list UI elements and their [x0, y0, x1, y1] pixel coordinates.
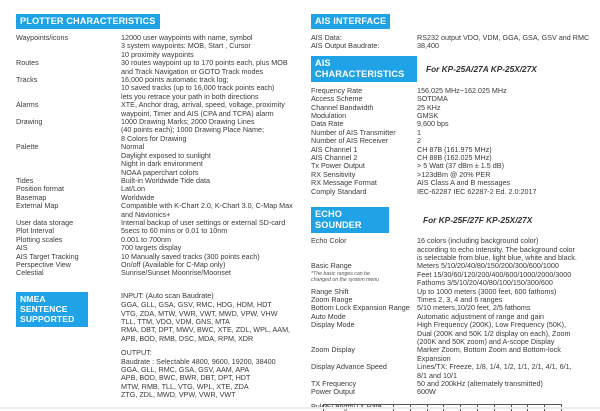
spec-value: AIS Class A and B messages: [417, 178, 511, 188]
spec-value-line: waypoint, Timer and AIS (CPA and TCPA) alarm: [121, 108, 274, 118]
text-line: 16 colors (including background color): [417, 236, 539, 246]
spec-value: [121, 118, 300, 143]
plotter-spec-list: [16, 34, 300, 278]
nmea-section-title: [16, 292, 88, 327]
nmea-sentences: [121, 292, 300, 400]
spec-value-line: 12000 user waypoints with name, symbol: [121, 33, 253, 42]
text-line: Fathoms 3/5/10/20/40/80/100/150/300/600: [417, 278, 553, 288]
text-line: Baudrate : Selectable 4800, 9600, 19200, 38400: [121, 356, 276, 366]
spec-value-line: Up to 1000 meters (3000 feet, 600 fathoms): [417, 286, 557, 296]
spec-value: [417, 380, 600, 388]
text-line: Meters 5/10/20/40/80/150/200/300/600/1000: [417, 261, 559, 271]
spec-label: Auto Mode: [311, 311, 346, 321]
spec-value-line: 600W: [417, 387, 436, 397]
spec-value: 25 KHz: [417, 102, 441, 112]
text-line: is selectable from blue, light blue, white and black.: [417, 252, 577, 262]
spec-value-line: Lat/Lon: [121, 184, 145, 194]
spec-value: [417, 321, 600, 346]
spec-label: Display Mode: [311, 320, 355, 330]
spec-value-line: 5secs to 60 mins or 0.01 to 10nm: [121, 226, 228, 236]
spec-value: RS232 output VDO, VDM, GGA, GSA, GSV and RMC: [417, 33, 590, 42]
spec-value-line: 5/10 meters,10/20 feet, 2/5 fathoms: [417, 303, 531, 313]
spec-value: [121, 143, 300, 177]
basic-range-row: [311, 262, 600, 287]
echo-sounder-list: [311, 288, 600, 397]
text-line: APB, BOD, BWC, BWR, DBT, DPT, HDT: [121, 373, 251, 383]
spec-value-line: Lines/TX: Freeze, 1/8, 1/4, 1/2, 1/1, 2/1, 4/1, 6/1,: [417, 362, 572, 372]
spec-value-line: 8 Colors for Drawing: [121, 133, 187, 143]
ais-characteristics-list: [311, 87, 600, 196]
spec-label: RX Message Format: [311, 178, 377, 188]
spec-value: [121, 34, 300, 59]
spec-label: Waypoints/icons: [16, 33, 69, 42]
spec-value: CH 87B (161.975 MHz): [417, 144, 492, 154]
spec-row: [311, 112, 600, 120]
spec-label: Plot Interval: [16, 226, 54, 236]
ais-characteristics-header: [311, 56, 600, 82]
spec-value: [121, 76, 300, 101]
spec-value-line: Worldwide: [121, 192, 155, 202]
nmea-title-line1: NMEA SENTENCE: [20, 293, 68, 314]
text-line: VTG, ZDA, MTW, VWR, VWT, MWD, VPW, VHW: [121, 308, 278, 318]
spec-label: AIS Output Baudrate:: [311, 41, 380, 51]
spec-value: [417, 237, 600, 262]
spec-value-line: and Navionics+: [121, 209, 171, 219]
spec-label: Tx Power Output: [311, 161, 365, 171]
spec-label: Basemap: [16, 192, 47, 202]
spec-row: [16, 118, 300, 143]
nmea-title-line2: SUPPORTED: [20, 313, 75, 324]
spec-row: [311, 388, 600, 396]
spec-value-line: 50 and 200kHz (alternately transmitted): [417, 379, 543, 388]
text-line: MTW, RMB, TLL, VTG, WPL, XTE, ZDA: [121, 381, 249, 391]
text-line: APB, BOD, RMB, DSC, MDA, RPM, XDR: [121, 333, 254, 343]
spec-value-line: 3 system waypoints: MOB, Start , Cursor: [121, 41, 251, 51]
spec-label: AIS Channel 2: [311, 153, 358, 163]
spec-value-line: Dual (200K and 50K 1/2 display on each), Zoom: [417, 328, 571, 338]
spec-value: [121, 202, 300, 219]
ais-interface-title: AIS INTERFACE: [311, 14, 390, 29]
spec-value: 156.025 MHz~162.025 MHz: [417, 85, 507, 95]
spec-label: Bottom Lock Expansion Range: [311, 303, 410, 313]
nmea-output-title: OUTPUT:: [121, 348, 152, 358]
spec-value: GMSK: [417, 111, 439, 121]
spec-label: User data storage: [16, 217, 74, 227]
spec-row: [16, 202, 300, 219]
spec-label: Basic Range: [311, 261, 352, 271]
spec-value: [417, 262, 600, 287]
spec-label: Data Rate: [311, 119, 344, 129]
spec-value-line: Internal backup of user settings or external SD-card: [121, 217, 286, 227]
right-column: [311, 0, 600, 411]
spec-value-line: 10 proximity waypoints: [121, 49, 194, 59]
echo-color-row: [311, 237, 600, 262]
spec-label: Comply Standard: [311, 186, 367, 196]
basic-range-note: *The basic ranges can be changed on the system menu: [311, 270, 380, 284]
spec-value: [121, 59, 300, 76]
spec-value: SOTDMA: [417, 94, 448, 104]
spec-value: [417, 388, 600, 396]
text-line: RMA, DBT, DPT, MWV, BWC, XTE, ZDL, WPL, AAM,: [121, 325, 291, 335]
spec-row: [311, 363, 600, 380]
left-column: [16, 0, 300, 400]
spec-label: Modulation: [311, 111, 347, 121]
spec-value-line: 30 routes waypoint up to 170 points each, plus MOB: [121, 58, 288, 68]
nmea-input-list: [121, 301, 300, 343]
spec-value: 2: [417, 136, 421, 146]
spec-value-line: Automatic adjustment of range and gain: [417, 311, 545, 321]
nmea-output-list: [121, 358, 300, 400]
spec-value-line: 1000 Drawing Marks; 2000 Drawing Lines: [121, 117, 255, 127]
spec-value-line: 700 targets display: [121, 243, 182, 253]
spec-label: Perspective View: [16, 259, 71, 269]
spec-value: 9,600 bps: [417, 119, 449, 129]
spec-row: [311, 188, 600, 196]
spec-value-line: 10 Manually saved tracks (300 points each): [121, 251, 260, 261]
spec-value-line: High Frequency (200K), Low Frequency (50K),: [417, 320, 567, 330]
spec-label: Plotting scales: [16, 234, 63, 244]
nmea-input-title: INPUT: (Auto scan Baudrate): [121, 290, 214, 300]
spec-value: >123dBm @ 20% PER: [417, 169, 491, 179]
text-line: GGA, GLL, GSA, GSV, RMC, HDG, HDM, HDT: [121, 300, 272, 310]
plotter-section-title: PLOTTER CHARACTERISTICS: [16, 14, 160, 29]
spec-label: Drawing: [16, 117, 43, 127]
spec-label: Zoom Range: [311, 294, 353, 304]
spec-row: [311, 42, 600, 50]
spec-value: 1: [417, 127, 421, 137]
spec-row: [16, 269, 300, 277]
spec-value: [121, 177, 300, 185]
spec-value-line: Sunrise/Sunset Moonrise/Moonset: [121, 268, 231, 278]
ais-characteristics-subtitle: For KP-25A/27A KP-25X/27X: [426, 63, 537, 74]
text-line: according to echo intensity. The background color: [417, 244, 575, 254]
spec-value: [121, 101, 300, 118]
spec-label: Tracks: [16, 75, 38, 85]
spec-value-line: Built-in Worldwide Tide data: [121, 175, 210, 185]
spec-label: AIS Channel 1: [311, 144, 358, 154]
spec-row: [311, 346, 600, 363]
spec-value-line: Expansion: [417, 353, 451, 363]
echo-sounder-title: ECHO SOUNDER: [311, 207, 389, 233]
spec-value: > 5 Watt (37 dBm ± 1.5 dB): [417, 161, 504, 171]
spec-value-line: 16,000 points automatic track log;: [121, 75, 229, 85]
text-line: Feet 15/30/60/120/200/400/600/1000/2000/3000: [417, 269, 572, 279]
spec-value-line: Night in dark environment: [121, 159, 203, 169]
spec-value-line: XTE, Anchor drag, arrival, speed, voltage, proximity: [121, 100, 285, 110]
spec-label: AIS Target Tracking: [16, 251, 79, 261]
spec-value: IEC-62287 IEC 62287-2 Ed. 2.0:2017: [417, 186, 537, 196]
spec-value-line: 0.001 to 700nm: [121, 234, 171, 244]
spec-value-line: NOAA paperchart colors: [121, 167, 199, 177]
spec-value-line: Times 2, 3, 4 and 6 ranges: [417, 294, 503, 304]
spec-label: Number of AIS Transmitter: [311, 127, 396, 137]
spec-label: AIS Data:: [311, 33, 342, 42]
spec-row: [16, 34, 300, 59]
spec-label: RX Sensitivity: [311, 169, 356, 179]
spec-label: Alarms: [16, 100, 39, 110]
spec-label: Celestial: [16, 268, 44, 278]
spec-value-line: Marker Zoom, Bottom Zoom and Bottom-lock: [417, 345, 561, 355]
spec-value-line: Daylight exposed to sunlight: [121, 150, 211, 160]
ais-interface-list: [311, 34, 600, 51]
spec-value-line: Normal: [121, 142, 145, 152]
spec-value: [121, 269, 300, 277]
spec-value-line: 10 saved tracks (up to 16,000 track points each): [121, 83, 275, 93]
spec-value-line: and Track Navigation or GOTO Track modes: [121, 66, 264, 76]
spec-label: Display Advance Speed: [311, 362, 387, 372]
spec-value: CH 88B (162.025 MHz): [417, 153, 492, 163]
ais-characteristics-title: AIS CHARACTERISTICS: [311, 56, 417, 82]
nmea-section: [16, 292, 300, 400]
spec-label: AIS: [16, 243, 28, 253]
spec-row: [16, 185, 300, 193]
spec-value-line: lets you retrace your path in both directions: [121, 91, 259, 101]
spec-value-line: Compatible with K-Chart 2.0, K-Chart 3.0, C-Map Max: [121, 201, 293, 211]
echo-sounder-header: [311, 207, 600, 233]
spec-label: Palette: [16, 142, 39, 152]
spec-label: Range Shift: [311, 286, 349, 296]
spec-value-line: On/off (Available for C-Map only): [121, 259, 226, 269]
spec-label: Access Scheme: [311, 94, 363, 104]
text-line: GGA, GLL, RMC, GSA, GSV, AAM, APA: [121, 365, 250, 375]
spec-label: Number of AIS Receiver: [311, 136, 389, 146]
spec-label: TX Frequency: [311, 379, 357, 388]
spec-row: [16, 143, 300, 177]
spec-row: [16, 59, 300, 76]
spec-row: [16, 76, 300, 101]
spec-row: [16, 101, 300, 118]
spec-label: Routes: [16, 58, 39, 68]
spec-row: [311, 321, 600, 346]
spec-value: [417, 346, 600, 363]
spec-value-line: (200K and 50K zoom) and A-scope Display: [417, 336, 555, 346]
spec-value: [417, 363, 600, 380]
spec-label: Channel Bandwidth: [311, 102, 374, 112]
spec-label: Zoom Display: [311, 345, 355, 355]
spec-value-line: (40 points each); 1000 Drawing Place Name;: [121, 125, 265, 135]
text-line: TLL, TTM, VDO, VDM, GNS, MTA: [121, 317, 230, 326]
spec-label: Echo Color: [311, 236, 347, 246]
spec-label: Power Output: [311, 387, 355, 397]
echo-sounder-subtitle: For KP-25F/27F KP-25X/27X: [423, 214, 533, 225]
spec-label: Position format: [16, 184, 64, 194]
spec-label: Tides: [16, 175, 34, 185]
text-line: ZTG, ZDL, MWD, VPW, VWR, VWT: [121, 390, 236, 400]
spec-row: [311, 104, 600, 112]
spec-value-line: 8/1 and 10/1: [417, 370, 457, 380]
spec-label: Frequency Rate: [311, 85, 363, 95]
spec-label: External Map: [16, 201, 59, 211]
spec-value: 38,400: [417, 41, 439, 51]
